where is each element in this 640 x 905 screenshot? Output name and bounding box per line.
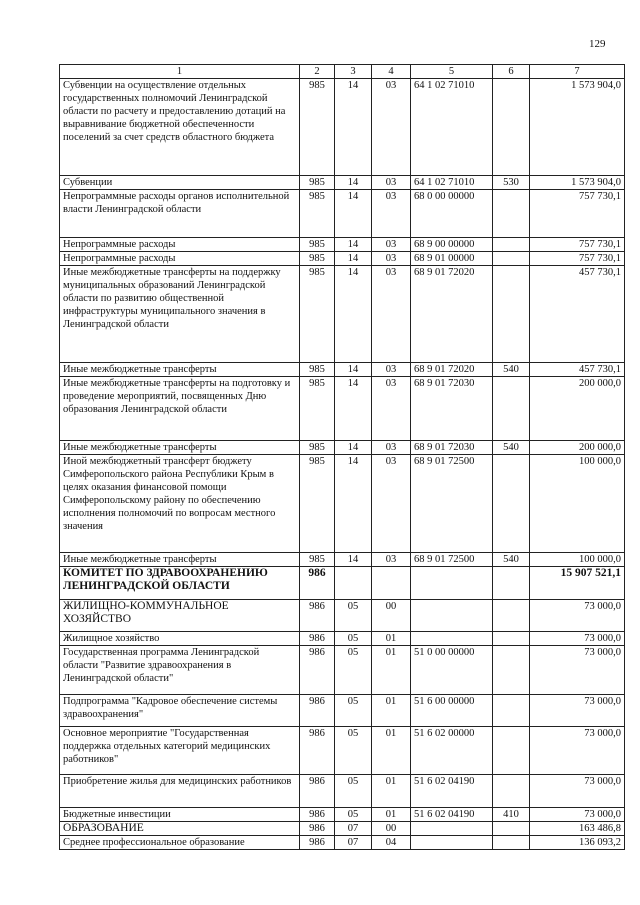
row-sum: 73 000,0 [530,727,625,775]
row-pr: 03 [372,79,411,176]
row-rz: 05 [335,775,372,808]
row-name: Государственная программа Ленинградской области "Развитие здравоохранения в Ленинградской области" [60,646,300,695]
row-pr: 01 [372,808,411,822]
row-name: Приобретение жилья для медицинских работников [60,775,300,808]
header-cell-7: 7 [530,65,625,79]
row-ved: 985 [300,377,335,441]
row-ved: 985 [300,252,335,266]
row-pr: 00 [372,822,411,836]
row-pr: 03 [372,553,411,567]
row-pr [372,567,411,600]
row-rz: 14 [335,252,372,266]
page-number: 129 [589,38,606,50]
row-vr [493,822,530,836]
row-csr [411,632,493,646]
row-sum: 73 000,0 [530,808,625,822]
row-csr: 68 9 01 72030 [411,377,493,441]
table-row [60,567,625,600]
table-row [60,822,625,836]
row-sum: 163 486,8 [530,822,625,836]
row-sum: 457 730,1 [530,266,625,363]
row-sum: 457 730,1 [530,363,625,377]
row-csr: 51 0 00 00000 [411,646,493,695]
row-name: ЖИЛИЩНО-КОММУНАЛЬНОЕ ХОЗЯЙСТВО [60,600,300,632]
row-name: Субвенции на осуществление отдельных государственных полномочий Ленинградской области по расчету и предоставлению дотаций на выравнивание бюджетной обеспеченности поселений за счет средств областного бюджета [60,79,300,176]
table-row [60,441,625,455]
row-ved: 986 [300,775,335,808]
row-vr [493,600,530,632]
header-cell-5: 5 [411,65,493,79]
row-vr [493,266,530,363]
row-name: Бюджетные инвестиции [60,808,300,822]
row-name: Непрограммные расходы органов исполнительной власти Ленинградской области [60,190,300,238]
row-vr: 410 [493,808,530,822]
row-sum: 73 000,0 [530,775,625,808]
row-name: Иные межбюджетные трансферты на поддержку муниципальных образований Ленинградской области по развитию общественной инфраструктуры муниципального значения в Ленинградской области [60,266,300,363]
row-sum: 200 000,0 [530,441,625,455]
row-csr: 51 6 02 04190 [411,808,493,822]
row-name: Жилищное хозяйство [60,632,300,646]
header-cell-2: 2 [300,65,335,79]
row-csr: 68 9 01 72500 [411,553,493,567]
table-row [60,176,625,190]
table-row [60,377,625,441]
row-rz: 14 [335,553,372,567]
row-csr: 68 0 00 00000 [411,190,493,238]
row-ved: 986 [300,632,335,646]
row-csr: 68 9 01 00000 [411,252,493,266]
row-name: Иной межбюджетный трансферт бюджету Симферопольского района Республики Крым в целях оказания финансовой помощи Симферопольскому району по обеспечению исполнения полномочий по вопросам местного значения [60,455,300,553]
row-sum: 15 907 521,1 [530,567,625,600]
table-row [60,238,625,252]
row-sum: 1 573 904,0 [530,176,625,190]
row-rz: 07 [335,836,372,850]
row-sum: 100 000,0 [530,553,625,567]
row-name: Среднее профессиональное образование [60,836,300,850]
row-vr: 540 [493,363,530,377]
row-ved: 985 [300,553,335,567]
row-csr: 68 9 01 72030 [411,441,493,455]
table-row [60,836,625,850]
row-name: Основное мероприятие "Государственная поддержка отдельных категорий медицинских работников" [60,727,300,775]
row-ved: 986 [300,727,335,775]
header-cell-6: 6 [493,65,530,79]
row-rz: 07 [335,822,372,836]
row-csr: 64 1 02 71010 [411,79,493,176]
row-vr [493,695,530,727]
row-csr [411,836,493,850]
row-ved: 985 [300,238,335,252]
row-rz: 05 [335,600,372,632]
row-rz: 14 [335,455,372,553]
row-pr: 03 [372,455,411,553]
table-row [60,252,625,266]
row-pr: 03 [372,363,411,377]
row-rz: 05 [335,727,372,775]
row-rz: 14 [335,190,372,238]
row-pr: 03 [372,377,411,441]
table-row [60,808,625,822]
row-vr [493,567,530,600]
header-cell-4: 4 [372,65,411,79]
row-pr: 03 [372,238,411,252]
row-name: Иные межбюджетные трансферты [60,553,300,567]
table-row [60,727,625,775]
row-sum: 757 730,1 [530,238,625,252]
row-vr [493,632,530,646]
header-cell-1: 1 [60,65,300,79]
row-vr [493,646,530,695]
header-cell-3: 3 [335,65,372,79]
row-rz: 14 [335,266,372,363]
row-ved: 986 [300,695,335,727]
row-ved: 986 [300,646,335,695]
row-name: Непрограммные расходы [60,238,300,252]
row-sum: 73 000,0 [530,632,625,646]
table-row [60,775,625,808]
row-name: КОМИТЕТ ПО ЗДРАВООХРАНЕНИЮ ЛЕНИНГРАДСКОЙ ОБЛАСТИ [60,567,300,600]
row-pr: 01 [372,695,411,727]
row-vr: 540 [493,441,530,455]
row-sum: 73 000,0 [530,695,625,727]
row-csr: 68 9 01 72020 [411,266,493,363]
row-vr: 540 [493,553,530,567]
row-vr [493,836,530,850]
row-ved: 985 [300,441,335,455]
row-sum: 200 000,0 [530,377,625,441]
table-row [60,600,625,632]
row-rz: 14 [335,363,372,377]
row-rz: 14 [335,441,372,455]
row-csr [411,600,493,632]
row-rz: 05 [335,632,372,646]
row-vr [493,775,530,808]
row-sum: 73 000,0 [530,600,625,632]
row-pr: 03 [372,252,411,266]
table-row [60,363,625,377]
row-ved: 985 [300,455,335,553]
row-ved: 986 [300,836,335,850]
row-ved: 985 [300,176,335,190]
row-csr: 51 6 02 04190 [411,775,493,808]
row-csr [411,822,493,836]
row-name: Иные межбюджетные трансферты на подготовку и проведение мероприятий, посвященных Дню образования Ленинградской области [60,377,300,441]
row-ved: 985 [300,266,335,363]
row-pr: 01 [372,775,411,808]
row-pr: 04 [372,836,411,850]
row-rz: 14 [335,79,372,176]
row-csr [411,567,493,600]
table-row [60,455,625,553]
row-pr: 03 [372,441,411,455]
row-csr: 51 6 00 00000 [411,695,493,727]
row-ved: 986 [300,822,335,836]
row-name: Иные межбюджетные трансферты [60,363,300,377]
row-sum: 100 000,0 [530,455,625,553]
row-vr [493,190,530,238]
row-sum: 757 730,1 [530,190,625,238]
row-sum: 1 573 904,0 [530,79,625,176]
row-pr: 01 [372,632,411,646]
row-vr [493,727,530,775]
row-rz: 05 [335,646,372,695]
row-rz [335,567,372,600]
row-pr: 03 [372,176,411,190]
row-pr: 01 [372,646,411,695]
budget-table [59,64,625,850]
table-row [60,646,625,695]
row-sum: 73 000,0 [530,646,625,695]
row-ved: 986 [300,600,335,632]
table-row [60,632,625,646]
row-name: Иные межбюджетные трансферты [60,441,300,455]
row-csr: 68 9 00 00000 [411,238,493,252]
row-pr: 03 [372,266,411,363]
table-row [60,79,625,176]
table-row [60,266,625,363]
row-csr: 64 1 02 71010 [411,176,493,190]
row-ved: 985 [300,363,335,377]
row-sum: 757 730,1 [530,252,625,266]
row-name: Непрограммные расходы [60,252,300,266]
table-row [60,695,625,727]
row-ved: 985 [300,190,335,238]
table-row [60,190,625,238]
row-csr: 51 6 02 00000 [411,727,493,775]
row-rz: 14 [335,238,372,252]
row-name: Субвенции [60,176,300,190]
row-name: ОБРАЗОВАНИЕ [60,822,300,836]
row-pr: 01 [372,727,411,775]
row-vr [493,252,530,266]
row-vr: 530 [493,176,530,190]
row-vr [493,79,530,176]
row-sum: 136 093,2 [530,836,625,850]
row-rz: 05 [335,808,372,822]
row-rz: 05 [335,695,372,727]
row-ved: 986 [300,567,335,600]
row-name: Подпрограмма "Кадровое обеспечение системы здравоохранения" [60,695,300,727]
row-ved: 985 [300,79,335,176]
row-rz: 14 [335,176,372,190]
row-csr: 68 9 01 72020 [411,363,493,377]
row-vr [493,238,530,252]
row-pr: 00 [372,600,411,632]
row-pr: 03 [372,190,411,238]
row-vr [493,377,530,441]
row-rz: 14 [335,377,372,441]
row-ved: 986 [300,808,335,822]
row-csr: 68 9 01 72500 [411,455,493,553]
table-row [60,553,625,567]
row-vr [493,455,530,553]
header-row [60,65,625,79]
